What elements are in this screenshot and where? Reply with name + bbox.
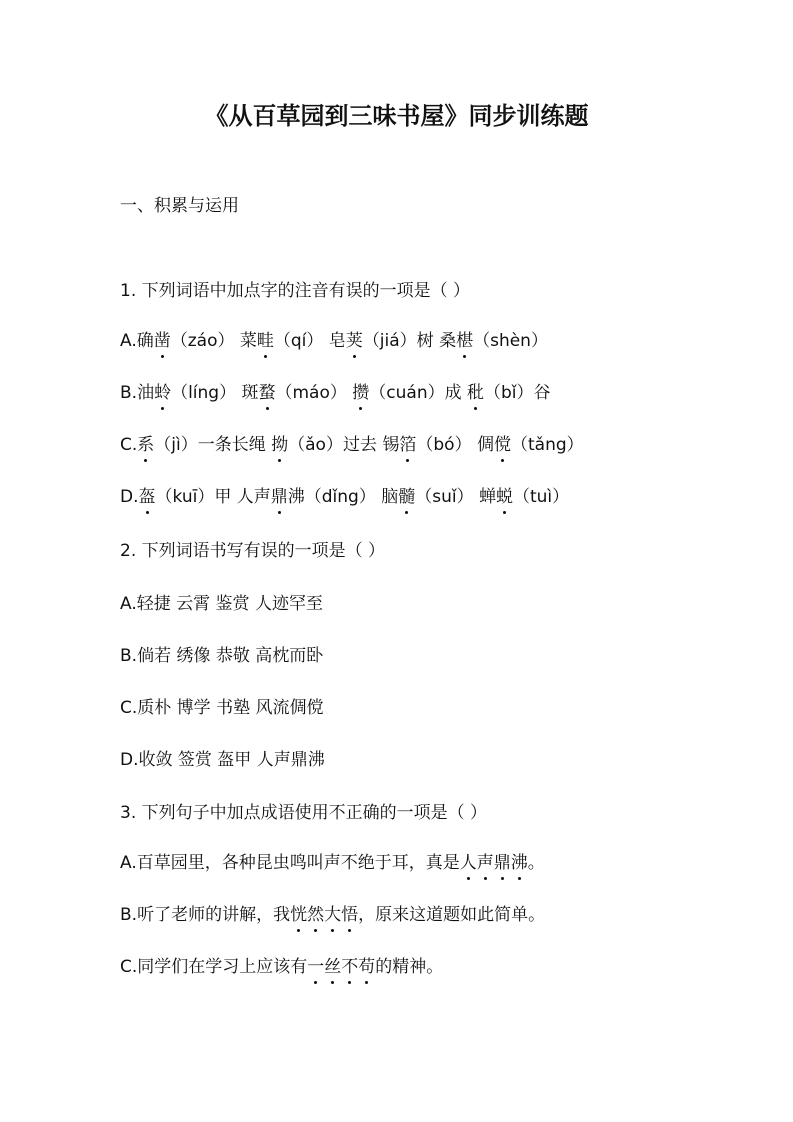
line-text: A.确 bbox=[120, 331, 154, 351]
question-line bbox=[120, 380, 551, 406]
line-text: （líng） 斑 bbox=[171, 383, 259, 403]
emphasized-char: 箔 bbox=[399, 432, 416, 458]
emphasized-char: 鼎 bbox=[271, 484, 288, 510]
emphasized-char: 声 bbox=[477, 850, 494, 876]
emphasized-char: 一 bbox=[307, 954, 324, 980]
emphasized-char: 丝 bbox=[324, 954, 341, 980]
question-line bbox=[120, 747, 325, 773]
line-text: （bó） 倜 bbox=[416, 435, 494, 455]
question-line bbox=[120, 902, 545, 928]
emphasized-char: 蝥 bbox=[259, 380, 276, 406]
line-text: B.倘若 绣像 恭敬 高枕而卧 bbox=[120, 646, 324, 666]
question-line bbox=[120, 538, 385, 564]
emphasized-char: 沸 bbox=[511, 850, 528, 876]
question-line bbox=[120, 328, 548, 354]
line-text: A.轻捷 云霄 鉴赏 人迹罕至 bbox=[120, 594, 323, 614]
line-text: D. bbox=[120, 487, 139, 507]
question-line bbox=[120, 850, 545, 876]
line-text: （jiá）树 桑 bbox=[362, 331, 457, 351]
emphasized-char: 鼎 bbox=[494, 850, 511, 876]
line-text: 3. 下列句子中加点成语使用不正确的一项是（ ） bbox=[120, 803, 488, 823]
section-heading: 一、积累与运用 bbox=[120, 196, 239, 216]
emphasized-char: 然 bbox=[307, 902, 324, 928]
emphasized-char: 系 bbox=[137, 432, 154, 458]
emphasized-char: 大 bbox=[324, 902, 341, 928]
line-text: C.质朴 博学 书塾 风流倜傥 bbox=[120, 698, 324, 718]
line-text: 。 bbox=[527, 853, 545, 873]
line-text: （kuī）甲 人声 bbox=[155, 487, 271, 507]
line-text: （tǎng） bbox=[510, 435, 584, 455]
line-text: （máo） bbox=[275, 383, 353, 403]
question-line bbox=[120, 954, 443, 980]
line-text: B.油 bbox=[120, 383, 155, 403]
question-line bbox=[120, 800, 487, 826]
question-line bbox=[120, 695, 324, 721]
emphasized-char: 畦 bbox=[257, 328, 274, 354]
line-text: 2. 下列词语书写有误的一项是（ ） bbox=[120, 541, 386, 561]
line-text: （ǎo）过去 锡 bbox=[288, 435, 400, 455]
emphasized-char: 人 bbox=[460, 850, 477, 876]
line-text: （záo） 菜 bbox=[170, 331, 257, 351]
question-line bbox=[120, 278, 470, 304]
emphasized-char: 凿 bbox=[154, 328, 171, 354]
emphasized-char: 恍 bbox=[290, 902, 307, 928]
question-line bbox=[120, 591, 323, 617]
line-text: （cuán）成 bbox=[369, 383, 468, 403]
line-text: A.百草园里，各种昆虫鸣叫声不绝于耳，真是 bbox=[120, 853, 460, 873]
line-text: B.听了老师的讲解，我 bbox=[120, 905, 291, 925]
line-text: （jì）一条长绳 bbox=[154, 435, 272, 455]
emphasized-char: 傥 bbox=[494, 432, 511, 458]
emphasized-char: 苟 bbox=[358, 954, 375, 980]
line-text: 的精神。 bbox=[375, 957, 444, 977]
page-title: 《从百草园到三味书屋》同步训练题 bbox=[204, 102, 589, 130]
emphasized-char: 荚 bbox=[346, 328, 363, 354]
line-text: C. bbox=[120, 435, 138, 455]
line-text: C.同学们在学习上应该有 bbox=[120, 957, 308, 977]
emphasized-char: 椹 bbox=[456, 328, 473, 354]
line-text: 沸（dǐng） 脑 bbox=[287, 487, 399, 507]
emphasized-char: 不 bbox=[341, 954, 358, 980]
emphasized-char: 盔 bbox=[139, 484, 156, 510]
emphasized-char: 攒 bbox=[352, 380, 369, 406]
line-text: （shèn） bbox=[473, 331, 548, 351]
emphasized-char: 蛉 bbox=[154, 380, 171, 406]
emphasized-char: 秕 bbox=[467, 380, 484, 406]
emphasized-char: 髓 bbox=[398, 484, 415, 510]
emphasized-char: 拗 bbox=[271, 432, 288, 458]
question-line bbox=[120, 643, 323, 669]
line-text: （tuì） bbox=[512, 487, 570, 507]
line-text: （qí） 皂 bbox=[273, 331, 346, 351]
question-line bbox=[120, 432, 584, 458]
emphasized-char: 悟 bbox=[341, 902, 358, 928]
line-text: （bǐ）谷 bbox=[484, 383, 551, 403]
line-text: D.收敛 签赏 盔甲 人声鼎沸 bbox=[120, 750, 325, 770]
line-text: （suǐ） 蝉 bbox=[415, 487, 496, 507]
line-text: ，原来这道题如此简单。 bbox=[358, 905, 546, 925]
question-line bbox=[120, 484, 569, 510]
emphasized-char: 蜕 bbox=[496, 484, 513, 510]
line-text: 1. 下列词语中加点字的注音有误的一项是（ ） bbox=[120, 281, 471, 301]
